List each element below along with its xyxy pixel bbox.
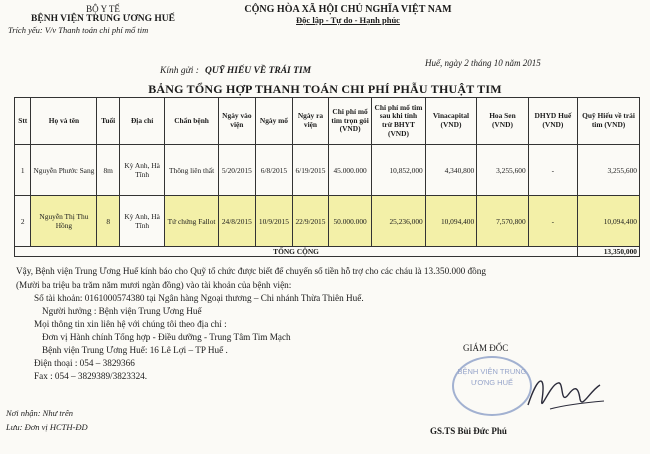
signer-name: GS.TS Bùi Đức Phú [430, 426, 507, 436]
cell-address: Kỳ Anh, Hà Tĩnh [120, 196, 165, 247]
header-cell: Chi phí mổ tim trọn gói (VND) [328, 98, 371, 145]
cell-dhyd: - [528, 145, 577, 196]
header-right [218, 4, 478, 25]
stamp-text: BỆNH VIỆN TRUNG ƯƠNG HUẾ [457, 367, 527, 387]
header-cell: Quỹ Hiếu về trái tim (VND) [578, 98, 640, 145]
table-row [15, 145, 640, 196]
header-cell: Stt [15, 98, 31, 145]
cell-net-cost: 25,236,000 [372, 196, 426, 247]
cell-address: Kỳ Anh, Hà Tĩnh [120, 145, 165, 196]
cell-age: 8m [97, 145, 120, 196]
header-cell: Chẩn bệnh [165, 98, 219, 145]
country-name: CỘNG HÒA XÃ HỘI CHỦ NGHĨA VIỆT NAM [244, 4, 452, 15]
cell-package-cost: 50.000.000 [328, 196, 371, 247]
fax-line: Fax : 054 – 3829389/3823324. [34, 371, 148, 381]
table-header-row [15, 98, 640, 145]
payment-table [14, 97, 640, 257]
document-date: Huế, ngày 2 tháng 10 năm 2015 [425, 58, 541, 68]
cell-diagnosis: Tứ chứng Fallot [165, 196, 219, 247]
contact-line: Mọi thông tin xin liên hệ với chúng tôi theo địa chỉ : [34, 319, 227, 329]
header-cell: DHYD Huế (VND) [528, 98, 577, 145]
total-label: TỔNG CỘNG [15, 247, 578, 257]
cell-surgery-date: 10/9/2015 [255, 196, 292, 247]
cell-admit-date: 5/20/2015 [218, 145, 255, 196]
address-line: Bệnh viện Trung Ương Huế: 16 Lê Lợi – TP Huế . [42, 345, 228, 355]
cell-admit-date: 24/8/2015 [218, 196, 255, 247]
cell-package-cost: 45.000.000 [328, 145, 371, 196]
phone-line: Điện thoại : 054 – 3829366 [34, 358, 135, 368]
header-cell: Ngày vào viện [218, 98, 255, 145]
header-cell: Họ và tên [31, 98, 97, 145]
header-cell: Ngày mổ [255, 98, 292, 145]
total-row [15, 247, 640, 257]
document-subject: Trích yếu: V/v Thanh toán chi phí mổ tim [8, 25, 149, 35]
archive-note: Lưu: Đơn vị HCTH-ĐD [6, 422, 88, 432]
header-cell: Vinacapital (VND) [425, 98, 476, 145]
cell-name: Nguyễn Thị Thu Hồng [31, 196, 97, 247]
cell-surgery-date: 6/8/2015 [255, 145, 292, 196]
paragraph-2: (Mười ba triệu ba trăm năm mươi ngàn đồng) vào tài khoản của bệnh viện: [16, 280, 292, 290]
cell-dhyd: - [528, 196, 577, 247]
cell-vinacapital: 4,340,800 [425, 145, 476, 196]
cell-discharge-date: 6/19/2015 [292, 145, 328, 196]
header-cell: Ngày ra viện [292, 98, 328, 145]
cell-vinacapital: 10,094,400 [425, 196, 476, 247]
cell-stt: 1 [15, 145, 31, 196]
cell-stt: 2 [15, 196, 31, 247]
handwritten-signature [520, 365, 610, 420]
cell-age: 8 [97, 196, 120, 247]
cell-quy: 10,094,400 [578, 196, 640, 247]
table-row [15, 196, 640, 247]
recipients-note: Nơi nhận: Như trên [6, 408, 74, 418]
ministry-name: BỘ Y TẾ [86, 4, 120, 14]
receiver-line: Người hưởng : Bệnh viện Trung Ương Huế [42, 306, 202, 316]
national-motto: Độc lập - Tự do - Hạnh phúc [296, 15, 400, 25]
header-cell: Địa chỉ [120, 98, 165, 145]
cell-diagnosis: Thông liên thất [165, 145, 219, 196]
cell-discharge-date: 22/9/2015 [292, 196, 328, 247]
signature-title: GIÁM ĐỐC [463, 343, 509, 353]
page-title: BẢNG TỔNG HỢP THANH TOÁN CHI PHÍ PHẪU THUẬT TIM [148, 82, 502, 96]
cell-quy: 3,255,600 [578, 145, 640, 196]
header-cell: Hoa Sen (VND) [477, 98, 528, 145]
recipient-name: QUỸ HIẾU VỀ TRÁI TIM [204, 66, 312, 76]
recipient [160, 66, 311, 76]
header-cell: Tuổi [97, 98, 120, 145]
hospital-name: BỆNH VIỆN TRUNG ƯƠNG HUẾ [31, 14, 175, 24]
cell-net-cost: 10,852,000 [372, 145, 426, 196]
unit-line: Đơn vị Hành chính Tổng hợp - Điều dưỡng - Trung Tâm Tim Mạch [42, 332, 291, 342]
account-line: Số tài khoản: 0161000574380 tại Ngân hàng Ngoại thương – Chi nhánh Thừa Thiên Huế. [34, 293, 364, 303]
recipient-label: Kính gửi : [160, 66, 199, 76]
cell-hoasen: 3,255,600 [477, 145, 528, 196]
cell-name: Nguyễn Phước Sang [31, 145, 97, 196]
cell-hoasen: 7,570,800 [477, 196, 528, 247]
header-cell: Chi phí mổ tim sau khi tính trừ BHYT (VND) [372, 98, 426, 145]
total-value: 13,350,000 [578, 247, 640, 257]
header-left [8, 4, 198, 35]
paragraph-1: Vậy, Bệnh viện Trung Ương Huế kính báo cho Quỹ tổ chức được biết để chuyển số tiền hỗ trợ cho các cháu là 13.350.000 đồng [16, 266, 486, 276]
